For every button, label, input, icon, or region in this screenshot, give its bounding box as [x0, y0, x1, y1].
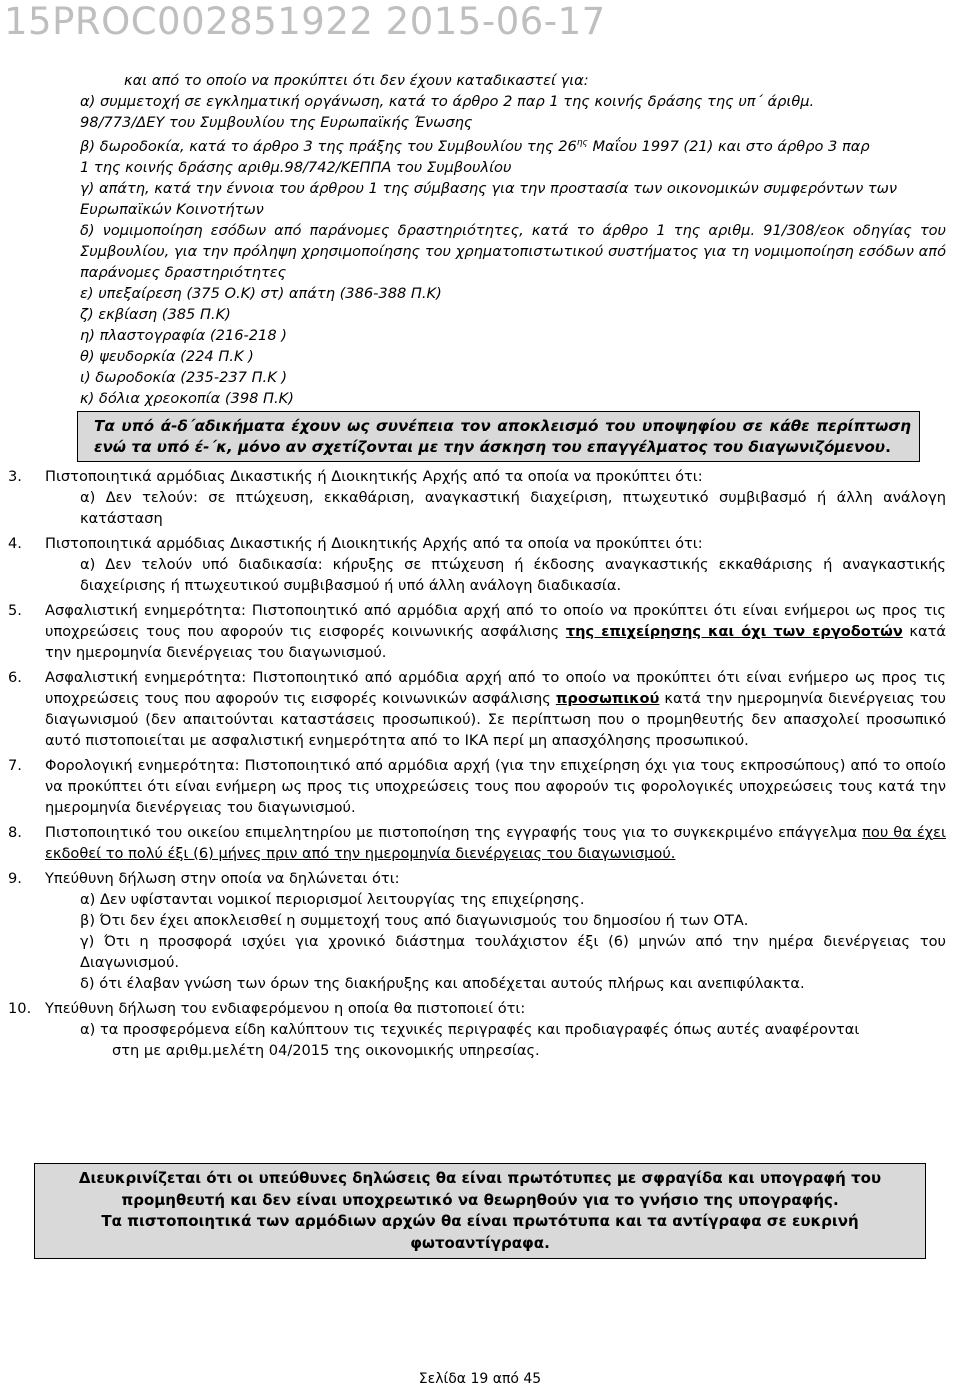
conviction-z: ζ) εκβίαση (385 Π.Κ) — [80, 305, 231, 323]
clarification-line-3: Τα πιστοποιητικά των αρμόδιων αρχών θα είναι πρωτότυπα και τα αντίγραφα σε ευκρινή — [101, 1212, 859, 1230]
item-number: 3. — [8, 467, 22, 485]
validity-emphasis: που θα έχει εκδοθεί το πολύ έξι (6) μήνες πριν από την ημερομηνία διενέργειας του διαγωνισμού. — [45, 823, 946, 862]
item-9: 9. Υπεύθυνη δήλωση στην οποία να δηλώνεται ότι: α) Δεν υφίστανται νομικοί περιορισμοί λειτουργίας της επιχείρησης. β) Ότι δεν έχει αποκλεισθεί η συμμετοχή τους από διαγωνισμούς του δημοσίου ή των ΟΤΑ. γ) Ότι η προσφορά ισχύει για χρονικό διάστημα τουλάχιστον έξι (6) μηνών από την ημέρα διενέργειας του Διαγωνισμού. δ) ότι έλαβαν γνώση των όρων της διακήρυξης και αποδέχεται αυτούς πλήρως και ανεπιφύλακτα. — [8, 869, 946, 992]
convictions-intro: και από το οποίο να προκύπτει ότι δεν έχουν καταδικαστεί για: — [124, 72, 589, 89]
exclusion-note-box: Τα υπό ά-δ΄αδικήματα έχουν ως συνέπεια τον αποκλεισμό του υποψηφίου σε κάθε περίπτωση ενώ τα υπό έ-΄κ, μόνο αν σχετίζονται με την άσκηση του επαγγέλματος του διαγωνιζόμενου. — [77, 411, 920, 462]
conviction-i: ι) δωροδοκία (235-237 Π.Κ ) — [80, 368, 288, 386]
conviction-th: θ) ψευδορκία (224 Π.Κ ) — [80, 347, 254, 365]
conviction-k: κ) δόλια χρεοκοπία (398 Π.Κ) — [80, 389, 294, 407]
conviction-a-line2: 98/773/ΔΕΥ του Συμβουλίου της Ευρωπαϊκής Ένωσης — [80, 114, 473, 131]
convictions-section — [80, 70, 946, 409]
item-5: 5. Ασφαλιστική ενημερότητα: Πιστοποιητικό από αρμόδια αρχή από το οποίο να προκύπτει ότι είναι ενήμεροι ως προς τις υποχρεώσεις τους που αφορούν τις εισφορές κοινωνικής ασφάλισης της επιχείρησης και όχι των εργοδοτών κατά την ημερομηνία διενέργειας του διαγωνισμού. — [8, 601, 946, 661]
item-6: 6. Ασφαλιστική ενημερότητα: Πιστοποιητικό από αρμόδια αρχή από το οποίο να προκύπτει ότι είναι ενήμερο ως προς τις υποχρεώσεις τους που αφορούν τις εισφορές κοινωνικών ασφάλισης προσωπικού κατά την ημερομηνία διενέργειας του διαγωνισμού (δεν απαιτούνται καταστάσεις προσωπικού). Σε περίπτωση που ο προμηθευτής δεν απασχολεί προσωπικό αυτό πιστοποιείται με ασφαλιστική ενημερότητα από το ΙΚΑ περί μη απασχόλησης προσωπικού. — [8, 668, 946, 749]
item-10: 10. Υπεύθυνη δήλωση του ενδιαφερόμενου η οποία θα πιστοποιεί ότι: α) τα προσφερόμενα είδη καλύπτουν τις τεχνικές περιγραφές και προδιαγραφές όπως αυτές αναφέρονται στη με αριθμ.μελέτη 04/2015 της οικονομικής υπηρεσίας. — [8, 999, 860, 1059]
item-4: 4. Πιστοποιητικά αρμόδιας Δικαστικής ή Διοικητικής Αρχής από τα οποία να προκύπτει ότι: α) Δεν τελούν υπό διαδικασία: κήρυξης σε πτώχευση ή έκδοσης αναγκαστικής εκκαθάρισης ή αναγκαστικής διαχείρισης ή πτωχευτικού συμβιβασμού ή υπό άλλη ανάλογη διαδικασία. — [8, 534, 946, 594]
item-number: 7. — [8, 756, 22, 774]
document-id-watermark: 15PROC002851922 2015-06-17 — [4, 0, 606, 43]
clarification-line-1: Διευκρινίζεται ότι οι υπεύθυνες δηλώσεις θα είναι πρωτότυπες με σφραγίδα και υπογραφή του — [78, 1169, 882, 1187]
page-number: Σελίδα 19 από 45 — [418, 1371, 542, 1387]
conviction-h: η) πλαστογραφία (216-218 ) — [80, 326, 287, 344]
clarification-box — [34, 1163, 926, 1259]
item-8: 8. Πιστοποιητικό του οικείου επιμελητηρίου με πιστοποίηση της εγγραφής τους για το συγκεκριμένο επάγγελμα που θα έχει εκδοθεί το πολύ έξι (6) μήνες πριν από την ημερομηνία διενέργειας του διαγωνισμού. — [8, 823, 946, 862]
item-number: 9. — [8, 869, 22, 887]
personnel-emphasis: προσωπικού — [555, 689, 660, 707]
item-number: 8. — [8, 823, 22, 841]
item-number: 6. — [8, 668, 22, 686]
item-7: 7. Φορολογική ενημερότητα: Πιστοποιητικό από αρμόδια αρχή (για την επιχείρηση όχι για τους εκπροσώπους) από το οποίο να προκύπτει ότι είναι ενήμερη ως προς τις υποχρεώσεις τους που αφορούν τις φορολογικές υποχρεώσεις τους κατά την ημερομηνία διενέργειας του διαγωνισμού. — [8, 756, 946, 816]
conviction-b-line2: 1 της κοινής δράσης αριθμ.98/742/ΚΕΠΠΑ του Συμβουλίου — [80, 158, 512, 176]
conviction-d: δ) νομιμοποίηση εσόδων από παράνομες δραστηριότητες, κατά το άρθρο 1 της αριθμ. 91/308/εοκ οδηγίας του Συμβουλίου, για την πρόληψη χρησιμοποίησης του χρηματοπιστωτικού συστήματος για τη νομιμοποίηση εσόδων από παράνομες δραστηριότητες — [80, 221, 946, 281]
employer-emphasis: της επιχείρησης και όχι των εργοδοτών — [565, 622, 903, 640]
conviction-a-line1: α) συμμετοχή σε εγκληματική οργάνωση, κατά το άρθρο 2 παρ 1 της κοινής δράσης της υπ΄ άριθμ. — [80, 93, 815, 110]
item-number: 5. — [8, 601, 22, 619]
conviction-c: γ) απάτη, κατά την έννοια του άρθρου 1 της σύμβασης για την προστασία των οικονομικών συμφερόντων των Ευρωπαϊκών Κοινοτήτων — [80, 179, 898, 218]
clarification-line-2: προμηθευτή και δεν είναι υποχρεωτικό να θεωρηθούν για το γνήσιο της υπογραφής. — [121, 1190, 839, 1209]
item-number: 4. — [8, 534, 22, 552]
item-3: 3. Πιστοποιητικά αρμόδιας Δικαστικής ή Διοικητικής Αρχής από τα οποία να προκύπτει ότι: α) Δεν τελούν: σε πτώχευση, εκκαθάριση, αναγκαστική διαχείριση, πτωχευτικό συμβιβασμό ή άλλη ανάλογη κατάσταση — [8, 467, 946, 527]
item-number: 10. — [8, 999, 32, 1017]
conviction-e: ε) υπεξαίρεση (375 Ο.Κ) στ) απάτη (386-388 Π.Κ) — [80, 284, 442, 302]
document-body — [0, 70, 960, 1061]
clarification-line-4: φωτοαντίγραφα. — [410, 1233, 550, 1252]
conviction-b-line1: β) δωροδοκία, κατά το άρθρο 3 της πράξης του Συμβουλίου της $26^{\eta\varsigma}$ Μαΐου 1997 (21) και στο άρθρο 3 παρ — [80, 137, 870, 155]
